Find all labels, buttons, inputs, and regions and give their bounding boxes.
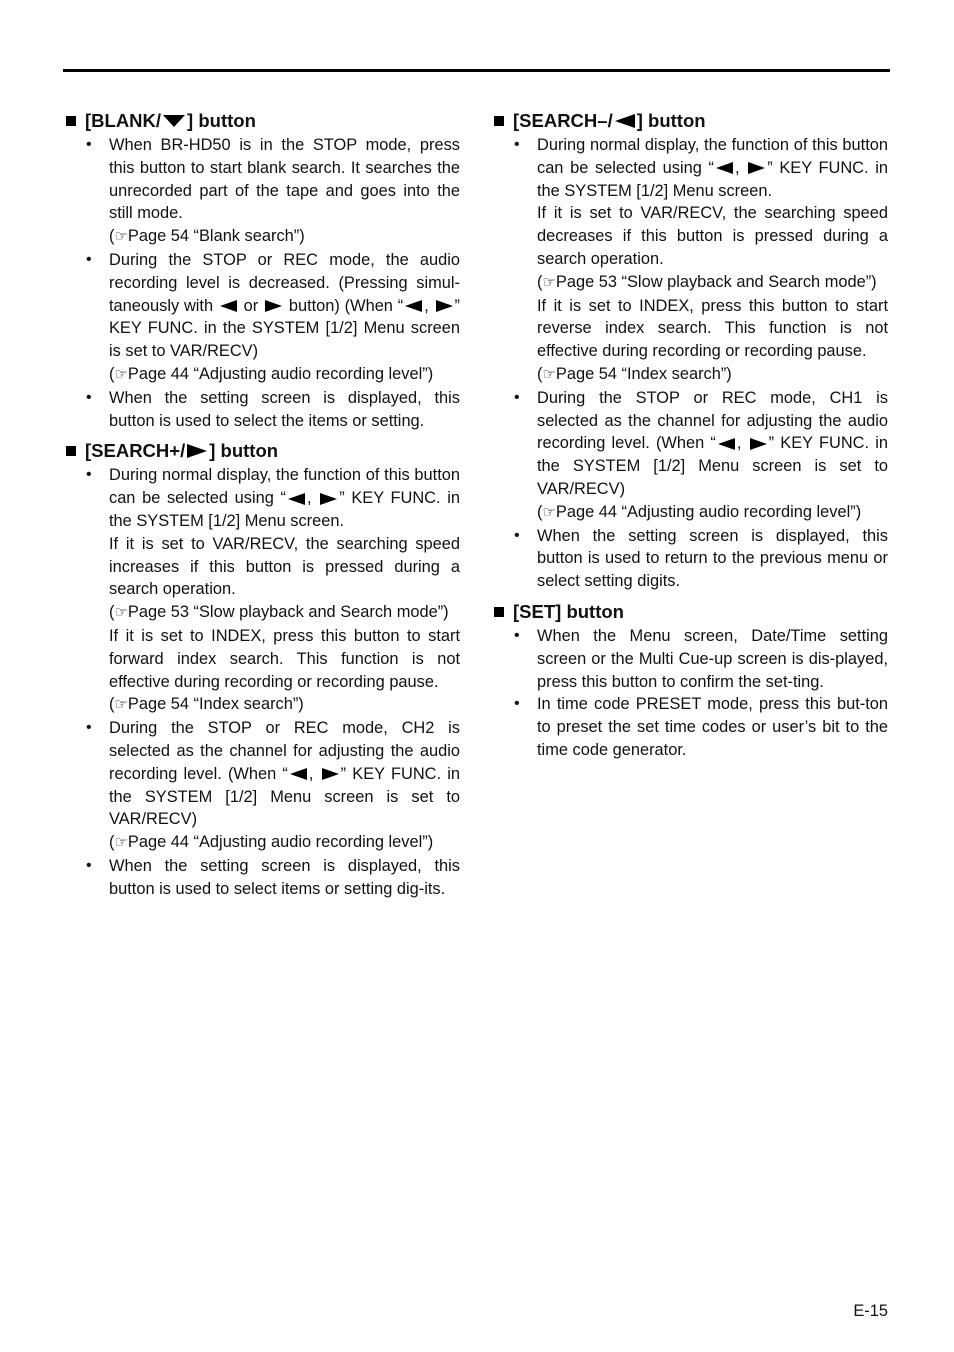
right-triangle-icon bbox=[320, 493, 337, 505]
list-item: • During the STOP or REC mode, CH2 is selected as the channel for adjusting the audio recording level. (When “ , ” KEY FUNC. in the SYSTEM [1/2] Menu screen is set to VAR/RECV) (☞Page 44 “Adjusting audio recording level”) bbox=[66, 717, 460, 855]
square-bullet-icon bbox=[66, 446, 76, 456]
left-column bbox=[66, 108, 460, 907]
section-search-plus-button bbox=[66, 438, 460, 900]
section-set-button bbox=[494, 599, 888, 762]
page-reference: (☞Page 54 “Index search”) bbox=[537, 364, 732, 383]
pointing-hand-icon: ☞ bbox=[542, 273, 556, 291]
section-heading: [SET] button bbox=[494, 599, 888, 625]
bullet-list bbox=[494, 134, 888, 593]
list-item: • In time code PRESET mode, press this but-ton to preset the set time codes or user’s bit to the time code generator. bbox=[494, 693, 888, 761]
left-triangle-icon bbox=[290, 768, 307, 780]
list-item: • During the STOP or REC mode, CH1 is selected as the channel for adjusting the audio recording level. (When “ , ” KEY FUNC. in the SYSTEM [1/2] Menu screen is set to VAR/RECV) (☞Page 44 “Adjusting audio recording level”) bbox=[494, 387, 888, 525]
square-bullet-icon bbox=[494, 116, 504, 126]
left-triangle-icon bbox=[718, 438, 735, 450]
right-column bbox=[494, 108, 888, 768]
section-heading: [BLANK/ ] button bbox=[66, 108, 460, 134]
page-reference: (☞Page 44 “Adjusting audio recording level”) bbox=[109, 364, 434, 383]
section-heading: [SEARCH–/ ] button bbox=[494, 108, 888, 134]
left-triangle-icon bbox=[615, 114, 635, 128]
right-triangle-icon bbox=[322, 768, 339, 780]
pointing-hand-icon: ☞ bbox=[114, 604, 128, 622]
page-reference: (☞Page 54 “Index search”) bbox=[109, 695, 304, 714]
list-item: • During the STOP or REC mode, the audio recording level is decreased. (Pressing simul-taneously with or button) (When “ , ” KEY FUNC. in the SYSTEM [1/2] Menu screen is set to VAR/RECV) (☞Page 44 “Adjusting audio recording level”) bbox=[66, 249, 460, 387]
right-triangle-icon bbox=[187, 444, 207, 458]
pointing-hand-icon: ☞ bbox=[114, 365, 128, 383]
list-item: • During normal display, the function of this button can be selected using “ , ” KEY FUNC. in the SYSTEM [1/2] Menu screen. If it is set to VAR/RECV, the searching speed decreases if this button is pressed during a search operation. (☞Page 53 “Slow playback and Search mode”) If it is set to INDEX, press this button to start reverse index search. This function is not effective during recording or recording pause. (☞Page 54 “Index search”) bbox=[494, 134, 888, 387]
left-triangle-icon bbox=[220, 300, 237, 312]
list-item: • When the Menu screen, Date/Time setting screen or the Multi Cue-up screen is dis-played, press this button to confirm the set-ting. bbox=[494, 625, 888, 693]
list-item: • When the setting screen is displayed, this button is used to return to the previous menu or select setting digits. bbox=[494, 525, 888, 593]
section-search-minus-button bbox=[494, 108, 888, 593]
bullet-list bbox=[66, 464, 460, 900]
left-triangle-icon bbox=[288, 493, 305, 505]
page-reference: (☞Page 44 “Adjusting audio recording level”) bbox=[109, 833, 434, 852]
pointing-hand-icon: ☞ bbox=[542, 365, 556, 383]
left-triangle-icon bbox=[405, 300, 422, 312]
pointing-hand-icon: ☞ bbox=[542, 503, 556, 521]
top-rule bbox=[63, 69, 890, 72]
pointing-hand-icon: ☞ bbox=[114, 834, 128, 852]
left-triangle-icon bbox=[716, 162, 733, 174]
page-reference: (☞Page 53 “Slow playback and Search mode”) bbox=[109, 603, 449, 622]
right-triangle-icon bbox=[750, 438, 767, 450]
list-item: • When BR-HD50 is in the STOP mode, press this button to start blank search. It searches the unrecorded part of the tape and goes into the still mode. (☞Page 54 “Blank search”) bbox=[66, 134, 460, 249]
pointing-hand-icon: ☞ bbox=[114, 696, 128, 714]
square-bullet-icon bbox=[494, 607, 504, 617]
section-heading: [SEARCH+/ ] button bbox=[66, 438, 460, 464]
down-triangle-icon bbox=[163, 115, 185, 127]
page-number: E-15 bbox=[853, 1302, 888, 1320]
bullet-list bbox=[494, 625, 888, 762]
page-reference: (☞Page 53 “Slow playback and Search mode”) bbox=[537, 272, 877, 291]
right-triangle-icon bbox=[265, 300, 282, 312]
pointing-hand-icon: ☞ bbox=[114, 228, 128, 246]
square-bullet-icon bbox=[66, 116, 76, 126]
page-reference: (☞Page 54 “Blank search”) bbox=[109, 227, 305, 246]
section-blank-button bbox=[66, 108, 460, 432]
bullet-list bbox=[66, 134, 460, 432]
list-item: • When the setting screen is displayed, this button is used to select the items or setting. bbox=[66, 387, 460, 433]
right-triangle-icon bbox=[436, 300, 453, 312]
list-item: • During normal display, the function of this button can be selected using “ , ” KEY FUNC. in the SYSTEM [1/2] Menu screen. If it is set to VAR/RECV, the searching speed increases if this button is pressed during a search operation. (☞Page 53 “Slow playback and Search mode”) If it is set to INDEX, press this button to start forward index search. This function is not effective during recording or recording pause. (☞Page 54 “Index search”) bbox=[66, 464, 460, 717]
list-item: • When the setting screen is displayed, this button is used to select items or setting dig-its. bbox=[66, 855, 460, 901]
page-reference: (☞Page 44 “Adjusting audio recording level”) bbox=[537, 502, 862, 521]
right-triangle-icon bbox=[748, 162, 765, 174]
